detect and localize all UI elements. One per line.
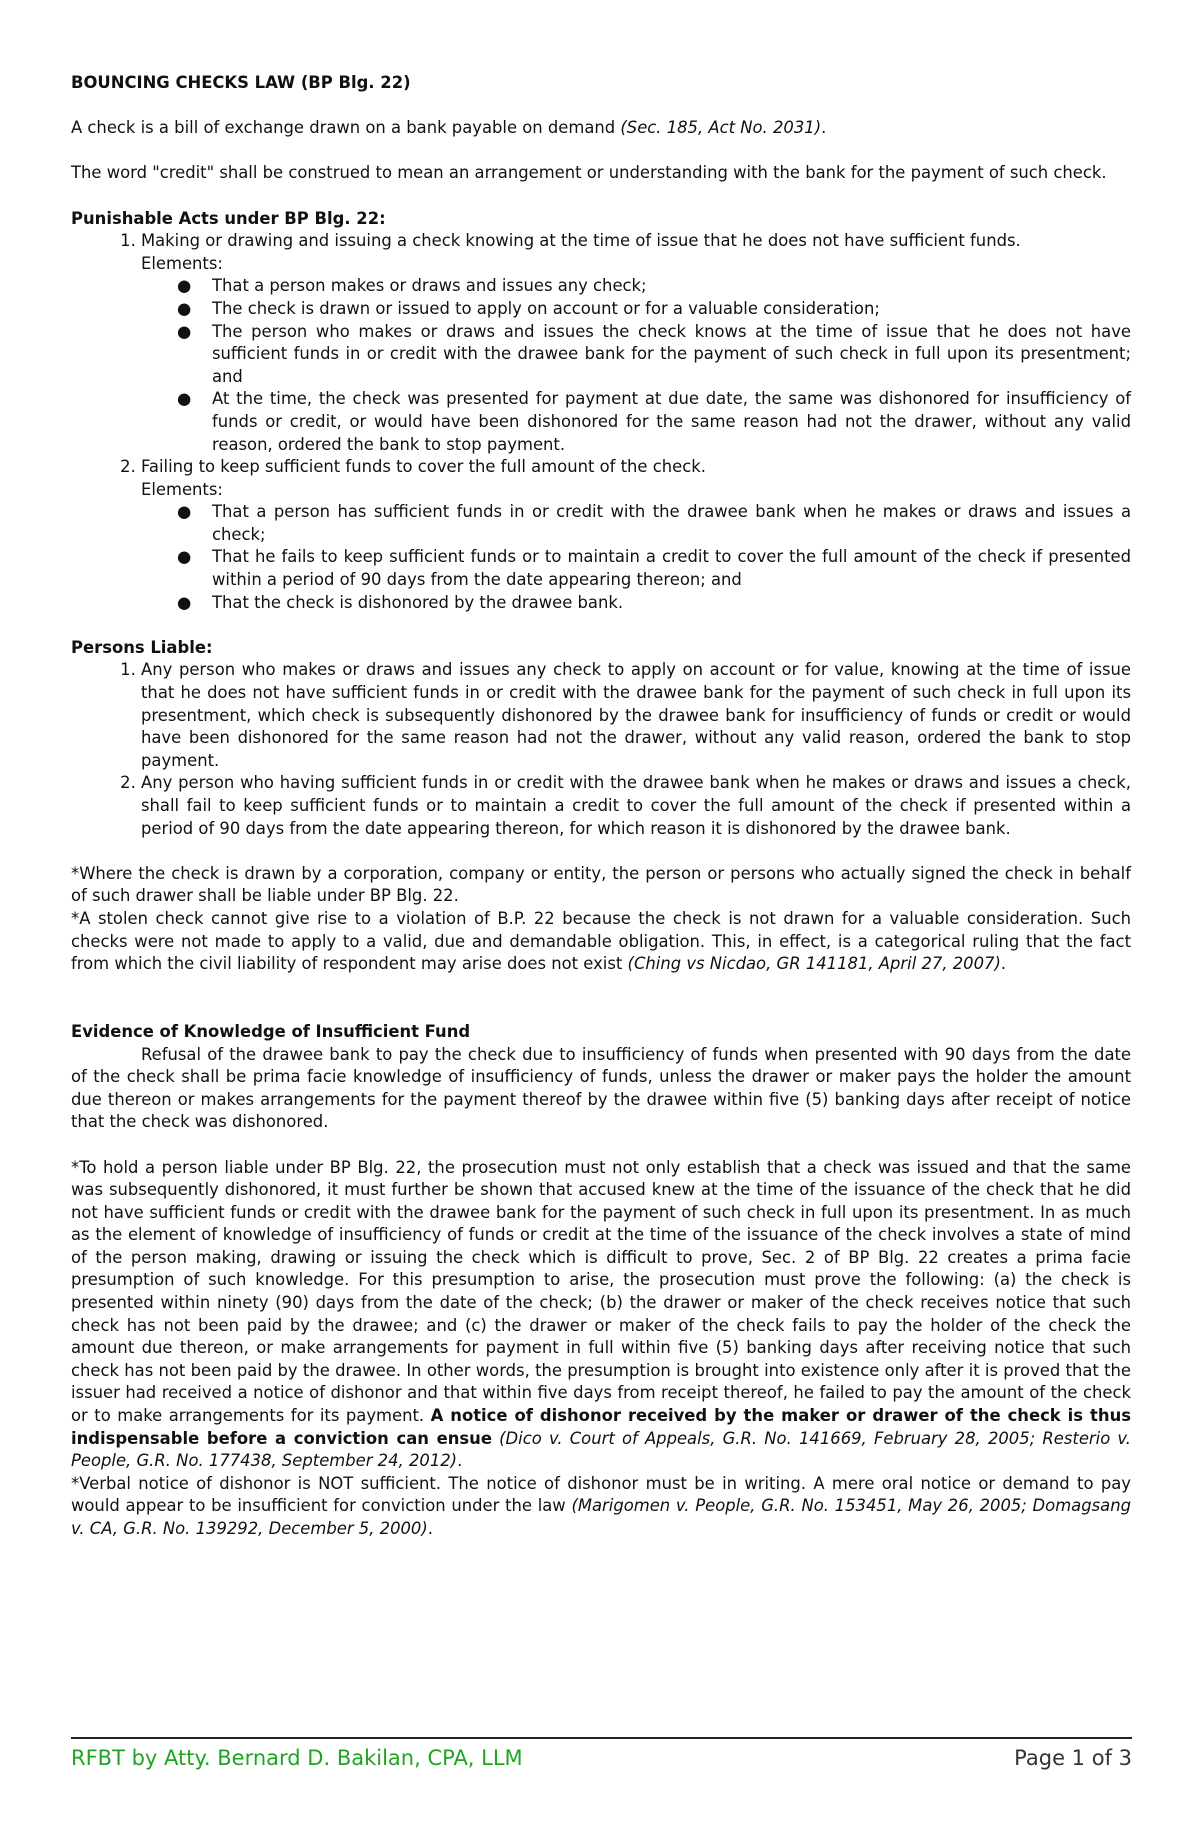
element-item [177,546,1131,591]
footer-page-number: Page 1 of 3 [1014,1746,1132,1770]
elements-list [141,501,1131,614]
page-title: BOUNCING CHECKS LAW (BP Blg. 22) [71,73,411,92]
bullet-dot-icon: ● [177,321,192,341]
hold-liable-emphasis: A notice of dishonor received by the maker or drawer of the check is thus indispensable before a conviction can ensue [71,1406,1131,1448]
footer-author: RFBT by Atty. Bernard D. Bakilan, CPA, LLM [71,1746,523,1770]
check-definition-text: A check is a bill of exchange drawn on a bank payable on demand [71,118,621,138]
element-text: At the time, the check was presented for payment at due date, the same was dishonored for insufficiency of funds or credit, or would have been dishonored for the same reason had not the drawer, without any valid reason, ordered the bank to stop payment. [212,389,1131,454]
element-item [177,275,1131,298]
document-page [71,72,1131,1541]
stolen-check-end: . [1000,954,1007,974]
punishable-acts-heading: Punishable Acts under BP Blg. 22: [71,208,386,228]
punishable-act-text: Failing to keep sufficient funds to cover the full amount of the check. [141,457,706,477]
check-definition [71,117,1131,140]
footer-divider [71,1737,1132,1739]
element-item [177,592,1131,615]
element-item [177,388,1131,456]
element-text: That he fails to keep sufficient funds or to maintain a credit to cover the full amount of the check if presented within a period of 90 days from the date appearing thereon; and [212,547,1131,590]
element-text: The check is drawn or issued to apply on account or for a valuable consideration; [212,298,880,318]
persons-liable-item: 2. Any person who having sufficient funds in or credit with the drawee bank when he makes or draws and issues a check, shall fail to keep sufficient funds or to maintain a credit to cover the full amount of the check if presented within a period of 90 days from the date appearing thereon, for which reason it is dishonored by the drawee bank. [141,772,1131,840]
element-text: That a person has sufficient funds in or credit with the drawee bank when he makes or draws and issues a check; [212,502,1131,544]
element-item [177,321,1131,389]
persons-liable-heading: Persons Liable: [71,637,213,657]
element-item [177,501,1131,546]
credit-definition: The word "credit" shall be construed to mean an arrangement or understanding with the bank for the payment of such check. [71,163,1107,183]
hold-liable-end: . [457,1451,463,1471]
evidence-heading: Evidence of Knowledge of Insufficient Fund [71,1021,471,1041]
verbal-notice-text: *Verbal notice of dishonor is NOT sufficient. The notice of dishonor must be in writing. A mere oral notice or demand to pay would appear to be insufficient for conviction under the law [71,1473,1131,1516]
element-item [177,298,1131,321]
verbal-notice-note [71,1473,1131,1541]
punishable-act-item [141,230,1131,456]
hold-liable-note [71,1157,1131,1473]
bullet-dot-icon: ● [177,276,192,296]
stolen-check-note [71,908,1131,976]
bullet-dot-icon: ● [177,298,192,318]
element-text: That the check is dishonored by the drawee bank. [212,592,624,612]
verbal-notice-citation: (Marigomen v. People, G.R. No. 153451, May 26, 2005; Domagsang v. CA, G.R. No. 139292, December 5, 2000) [71,1496,1131,1538]
corporation-note: *Where the check is drawn by a corporation, company or entity, the person or persons who actually signed the check in behalf of such drawer shall be liable under BP Blg. 22. [71,863,1131,906]
persons-liable-list [71,659,1131,840]
bullet-dot-icon: ● [177,592,192,612]
elements-label: Elements: [141,479,223,499]
bullet-dot-icon: ● [177,502,192,522]
bullet-dot-icon: ● [177,547,192,567]
check-definition-citation: (Sec. 185, Act No. 2031) [620,118,822,138]
element-text: That a person makes or draws and issues any check; [212,276,647,296]
stolen-check-citation: (Ching vs Nicdao, GR 141181, April 27, 2007) [627,954,1001,974]
elements-label: Elements: [141,253,223,273]
persons-liable-item: 1. Any person who makes or draws and issues any check to apply on account or for value, knowing at the time of issue that he does not have sufficient funds in or credit with the drawee bank for the payment of such check in full upon its presentment, which check is subsequently dishonored by the drawee bank for insufficiency of funds or credit or would have been dishonored for the same reason had not the drawer, without any valid reason, ordered the bank to stop payment. [141,659,1131,772]
verbal-notice-end: . [427,1519,433,1538]
hold-liable-text: *To hold a person liable under BP Blg. 22, the prosecution must not only establish that a check was issued and that the same was subsequently dishonored, it must further be shown that accused knew at the time of the issuance of the check that he did not have sufficient funds or credit with the drawee bank for the payment of such check in full upon its presentment. In as much as the element of knowledge of insufficiency of funds or credit at the time of the issuance of the check involves a state of mind of the person making, drawing or issuing the check which is difficult to prove, Sec. 2 of BP Blg. 22 creates a prima facie presumption of such knowledge. For this presumption to arise, the prosecution must prove the following: (a) the check is presented within ninety (90) days from the date of the check; (b) the drawer or maker of the check receives notice that such check has not been paid by the drawee; and (c) the drawer or maker of the check fails to pay the holder of the check the amount due thereon, or make arrangements for payment in full within five (5) banking days after receiving notice that such check has not been paid by the drawee. In other words, the presumption is brought into existence only after it is proved that the issuer had received a notice of dishonor and that within five days from receipt thereof, he failed to pay the amount of the check or to make arrangements for its payment. [71,1157,1131,1426]
bullet-dot-icon: ● [177,389,192,409]
check-definition-end: . [821,118,827,138]
evidence-paragraph: Refusal of the drawee bank to pay the check due to insufficiency of funds when presented with 90 days from the date of the check shall be prima facie knowledge of insufficiency of funds, unless the drawer or maker pays the holder the amount due thereon or makes arrangements for the payment thereof by the drawee within five (5) banking days after receipt of notice that the check was dishonored. [71,1044,1131,1132]
punishable-acts-list [71,230,1131,614]
stolen-check-text: *A stolen check cannot give rise to a violation of B.P. 22 because the check is not drawn for a valuable consideration. Such checks were not made to apply to a valid, due and demandable obligation. This, in effect, is a categorical ruling that the fact from which the civil liability of respondent may arise does not exist [71,908,1131,974]
punishable-act-item [141,456,1131,614]
hold-liable-citation: (Dico v. Court of Appeals, G.R. No. 141669, February 28, 2005; Resterio v. People, G.R. No. 177438, September 24, 2012) [71,1428,1131,1471]
element-text: The person who makes or draws and issues the check knows at the time of issue that he does not have sufficient funds in or credit with the drawee bank for the payment of such check in full upon its presentment; and [212,321,1131,386]
elements-list [141,275,1131,456]
punishable-act-text: Making or drawing and issuing a check knowing at the time of issue that he does not have sufficient funds. [141,231,1021,251]
